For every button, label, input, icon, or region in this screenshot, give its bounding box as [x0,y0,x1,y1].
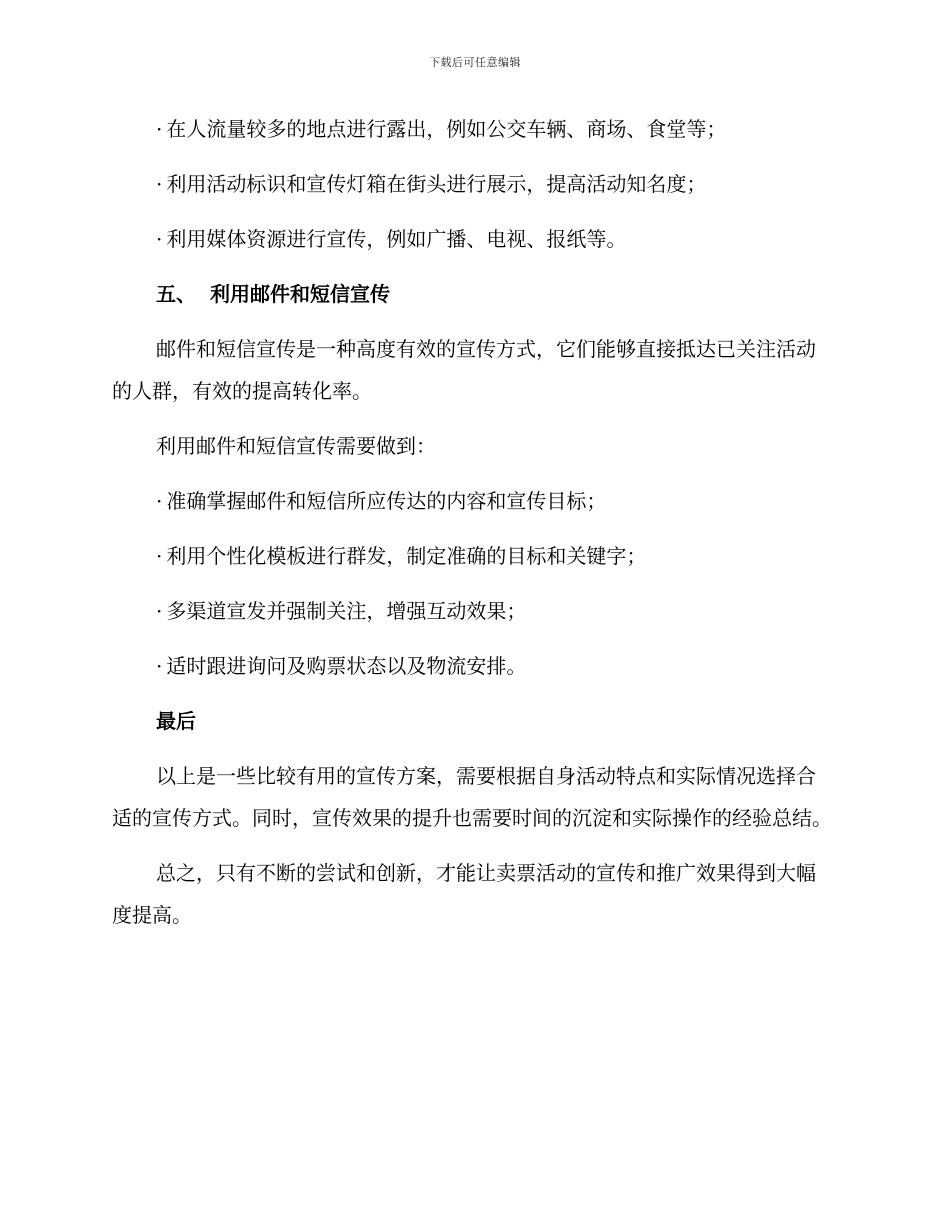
bullet-text: 利用个性化模板进行群发，制定准确的目标和关键字； [166,544,647,568]
bullet-dot: · [156,654,163,678]
bullet-dot: · [156,599,163,623]
section-title: 利用邮件和短信宣传 [210,282,390,306]
bullet-text: 准确掌握邮件和短信所应传达的内容和宣传目标； [166,489,607,513]
page-header: 下载后可任意编辑 [429,56,521,69]
bullet-item [112,645,832,687]
final-heading: 最后 [156,709,196,733]
bullet-text: 多渠道宣发并强制关注，增强互动效果； [166,599,527,623]
section-heading [112,273,832,315]
bullet-dot: · [156,227,163,251]
bullet-item [112,535,832,577]
bullet-item [112,108,832,150]
section-intro: 邮件和短信宣传是一种高度有效的宣传方式，它们能够直接抵达已关注活动的人群，有效的提高转化率。 [112,337,816,403]
section-number: 五、 [156,282,196,306]
document-body [112,108,832,949]
bullet-dot: · [156,544,163,568]
final-paragraph-2: 总之，只有不断的尝试和创新，才能让卖票活动的宣传和推广效果得到大幅度提高。 [112,861,816,927]
bullet-text: 利用媒体资源进行宣传，例如广播、电视、报纸等。 [166,227,627,251]
bullet-text: 利用活动标识和宣传灯箱在街头进行展示，提高活动知名度； [166,172,707,196]
bullet-dot: · [156,172,163,196]
bullet-item [112,163,832,205]
bullet-text: 在人流量较多的地点进行露出，例如公交车辆、商场、食堂等； [166,117,727,141]
bullet-text: 适时跟进询问及购票状态以及物流安排。 [166,654,527,678]
bullet-dot: · [156,117,163,141]
bullet-item [112,218,832,260]
bullet-dot: · [156,489,163,513]
section-lead: 利用邮件和短信宣传需要做到： [156,434,436,458]
bullet-item [112,590,832,632]
bullet-item [112,480,832,522]
final-paragraph-1: 以上是一些比较有用的宣传方案，需要根据自身活动特点和实际情况选择合适的宣传方式。同时，宣传效果的提升也需要时间的沉淀和实际操作的经验总结。 [112,764,832,830]
